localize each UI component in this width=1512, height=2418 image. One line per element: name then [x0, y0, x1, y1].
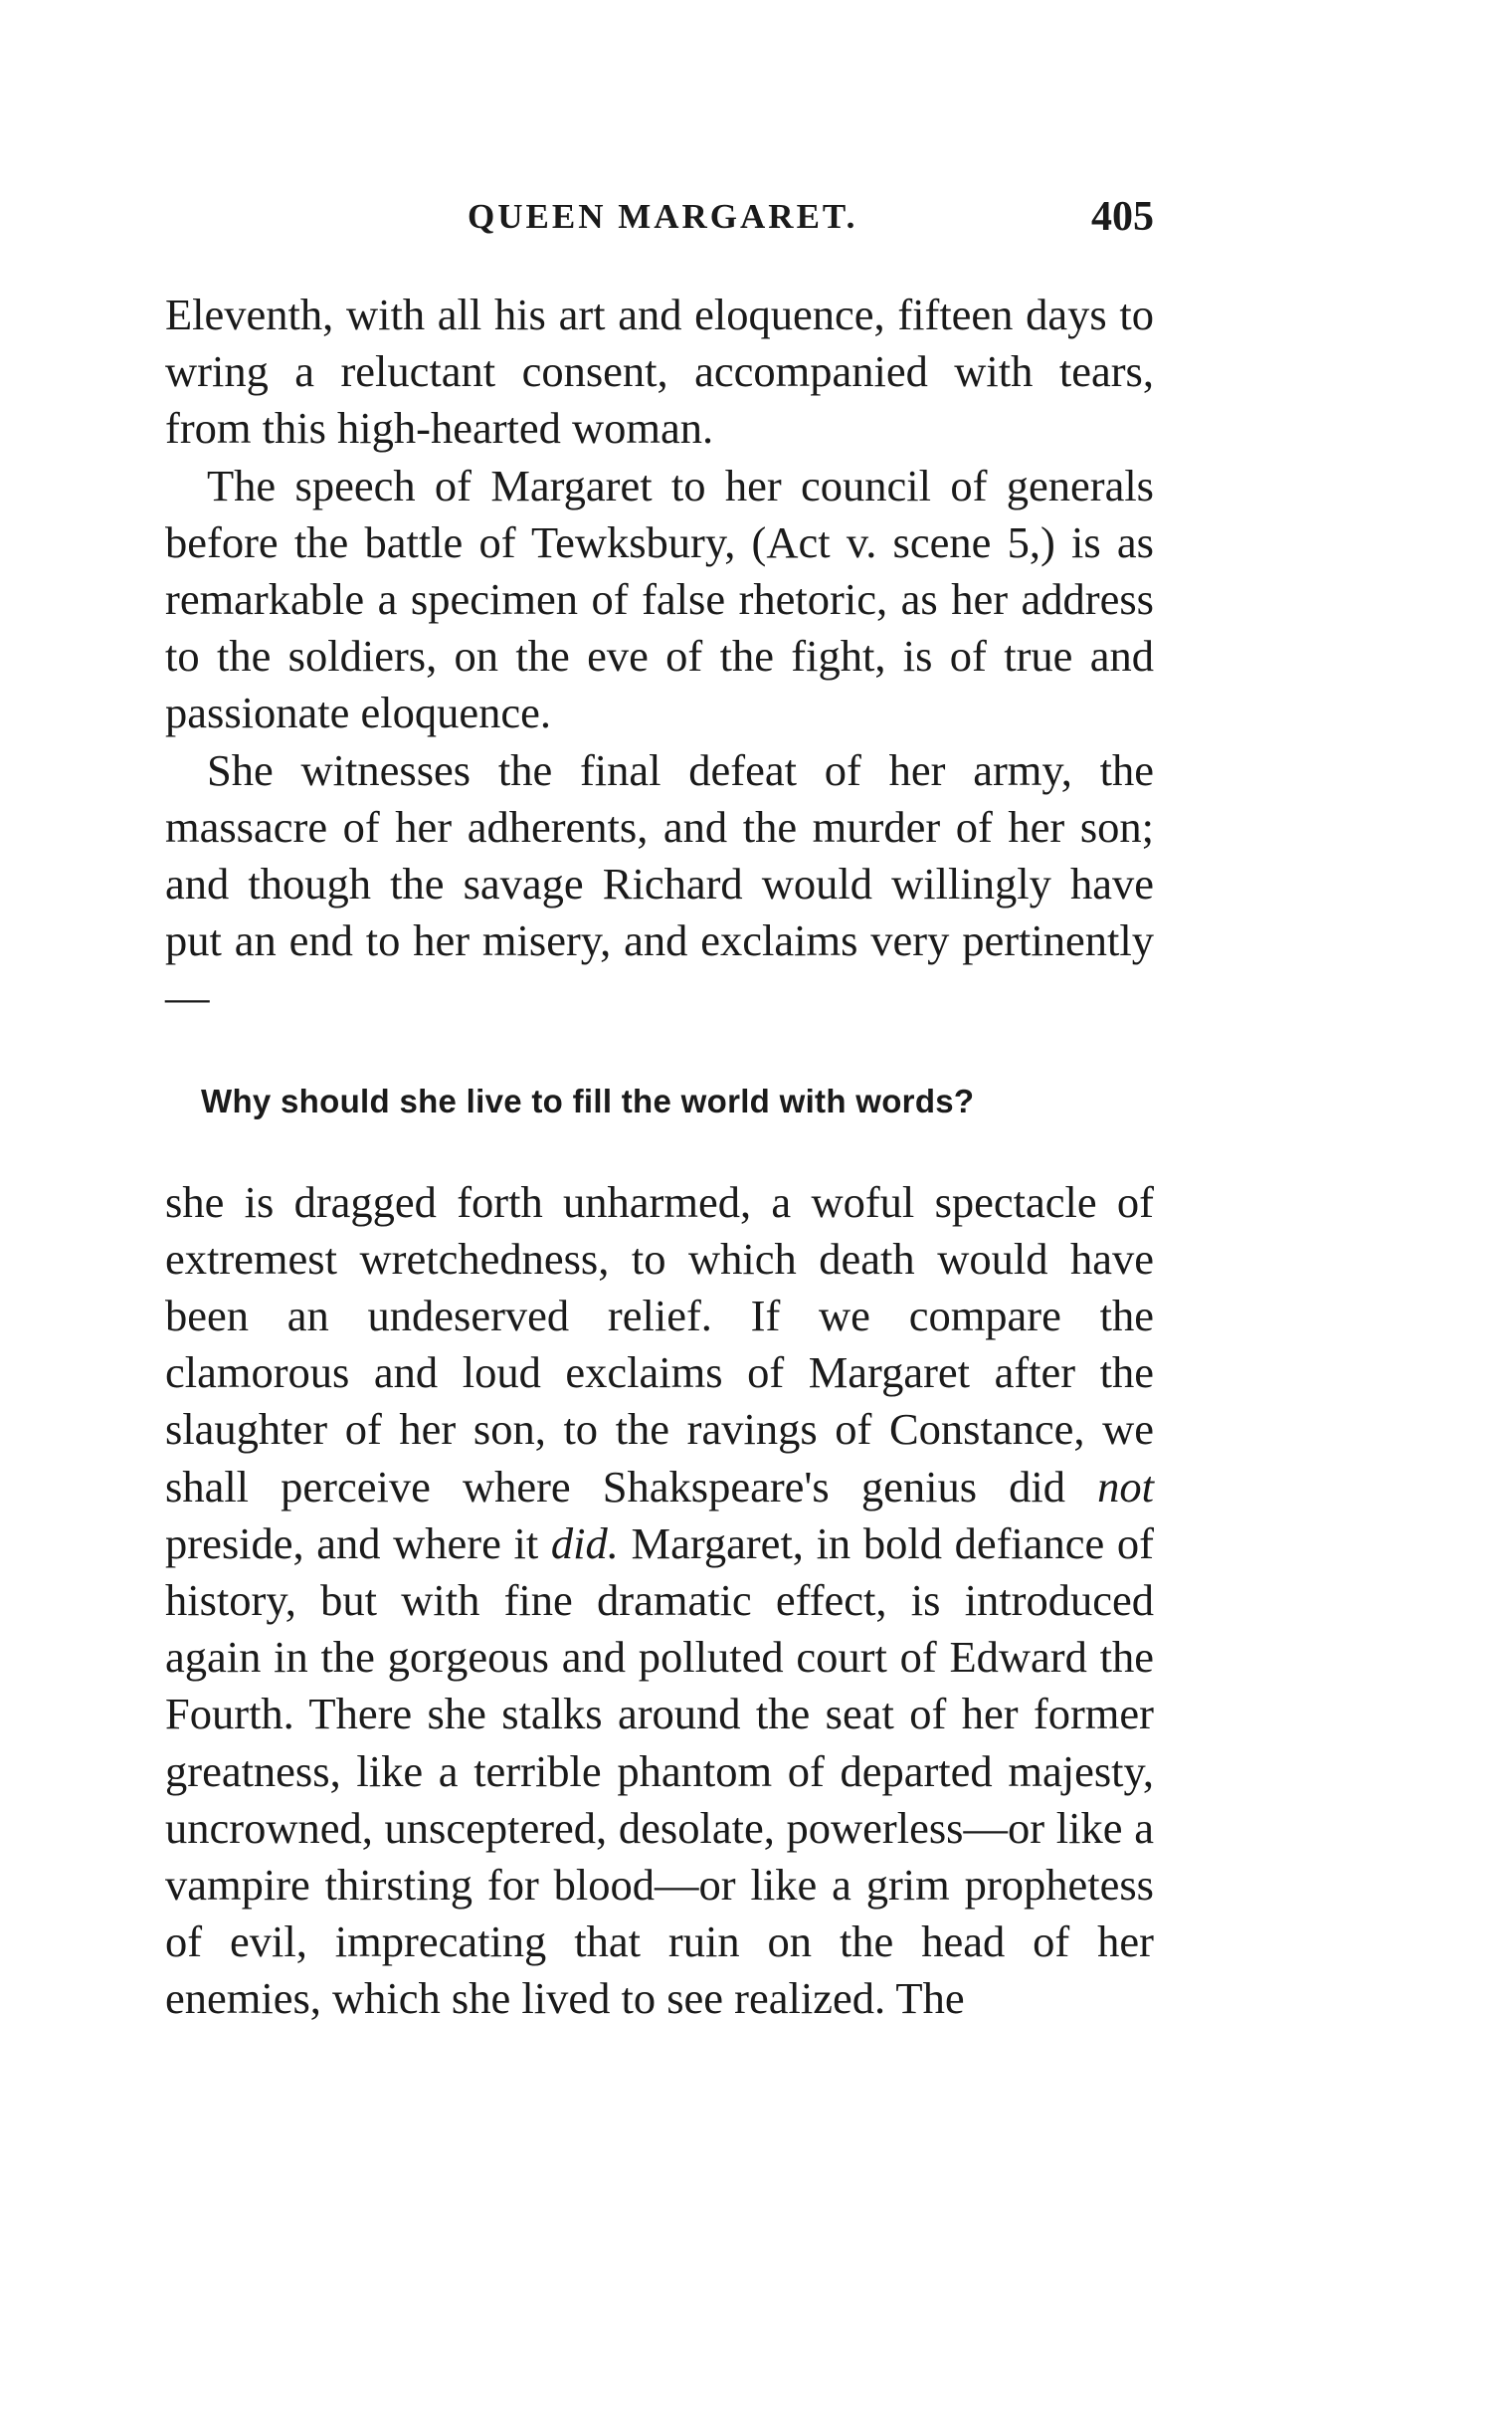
emphasis-not: not: [1097, 1461, 1154, 1511]
paragraph-4-text-a: she is dragged forth unharmed, a woful spectacle of extremest wretchedness, to which death would have been an undeserved relief. If we compare the clamorous and loud exclaims of Margaret after the slaughter of her son, to the ravings of Constance, we shall perceive where Shakspeare's genius did: [165, 1176, 1154, 1511]
paragraph-3: She witnesses the final defeat of her army, the massacre of her adherents, and the murder of her son; and though the savage Richard would willingly have put an end to her misery, and exclaims very pertinently—: [165, 744, 1154, 1023]
paragraph-2: The speech of Margaret to her council of generals before the battle of Tewksbury, (Act v. scene 5,) is as remarkable a specimen of false rhetoric, as her address to the soldiers, on the eve of the fight, is of true and passionate eloquence.: [165, 460, 1154, 738]
block-quote: Why should she live to fill the world with words?: [201, 1082, 975, 1119]
emphasis-did: did.: [550, 1517, 619, 1568]
paragraph-4: [165, 1174, 1154, 2028]
body-text: [165, 287, 1154, 2028]
page-number: 405: [1091, 194, 1154, 240]
paragraph-4-text-c: Margaret, in bold defiance of history, but with fine dramatic effect, is introduced again in the gorgeous and polluted court of Edward the Fourth. There she stalks around the seat of her former greatness, like a terrible phantom of departed majesty, uncrowned, unsceptered, desolate, powerless—or like a vampire thirsting for blood—or like a grim prophetess of evil, imprecating that ruin on the head of her enemies, which she lived to see realized. The: [165, 1517, 1154, 2024]
running-title: QUEEN MARGARET.: [468, 197, 858, 236]
paragraph-1: Eleventh, with all his art and eloquence, fifteen days to wring a reluctant consent, accompanied with tears, from this high-hearted woman.: [165, 290, 1154, 454]
page-header: [159, 194, 1154, 257]
paragraph-4-text-b: preside, and where it: [165, 1517, 551, 1568]
